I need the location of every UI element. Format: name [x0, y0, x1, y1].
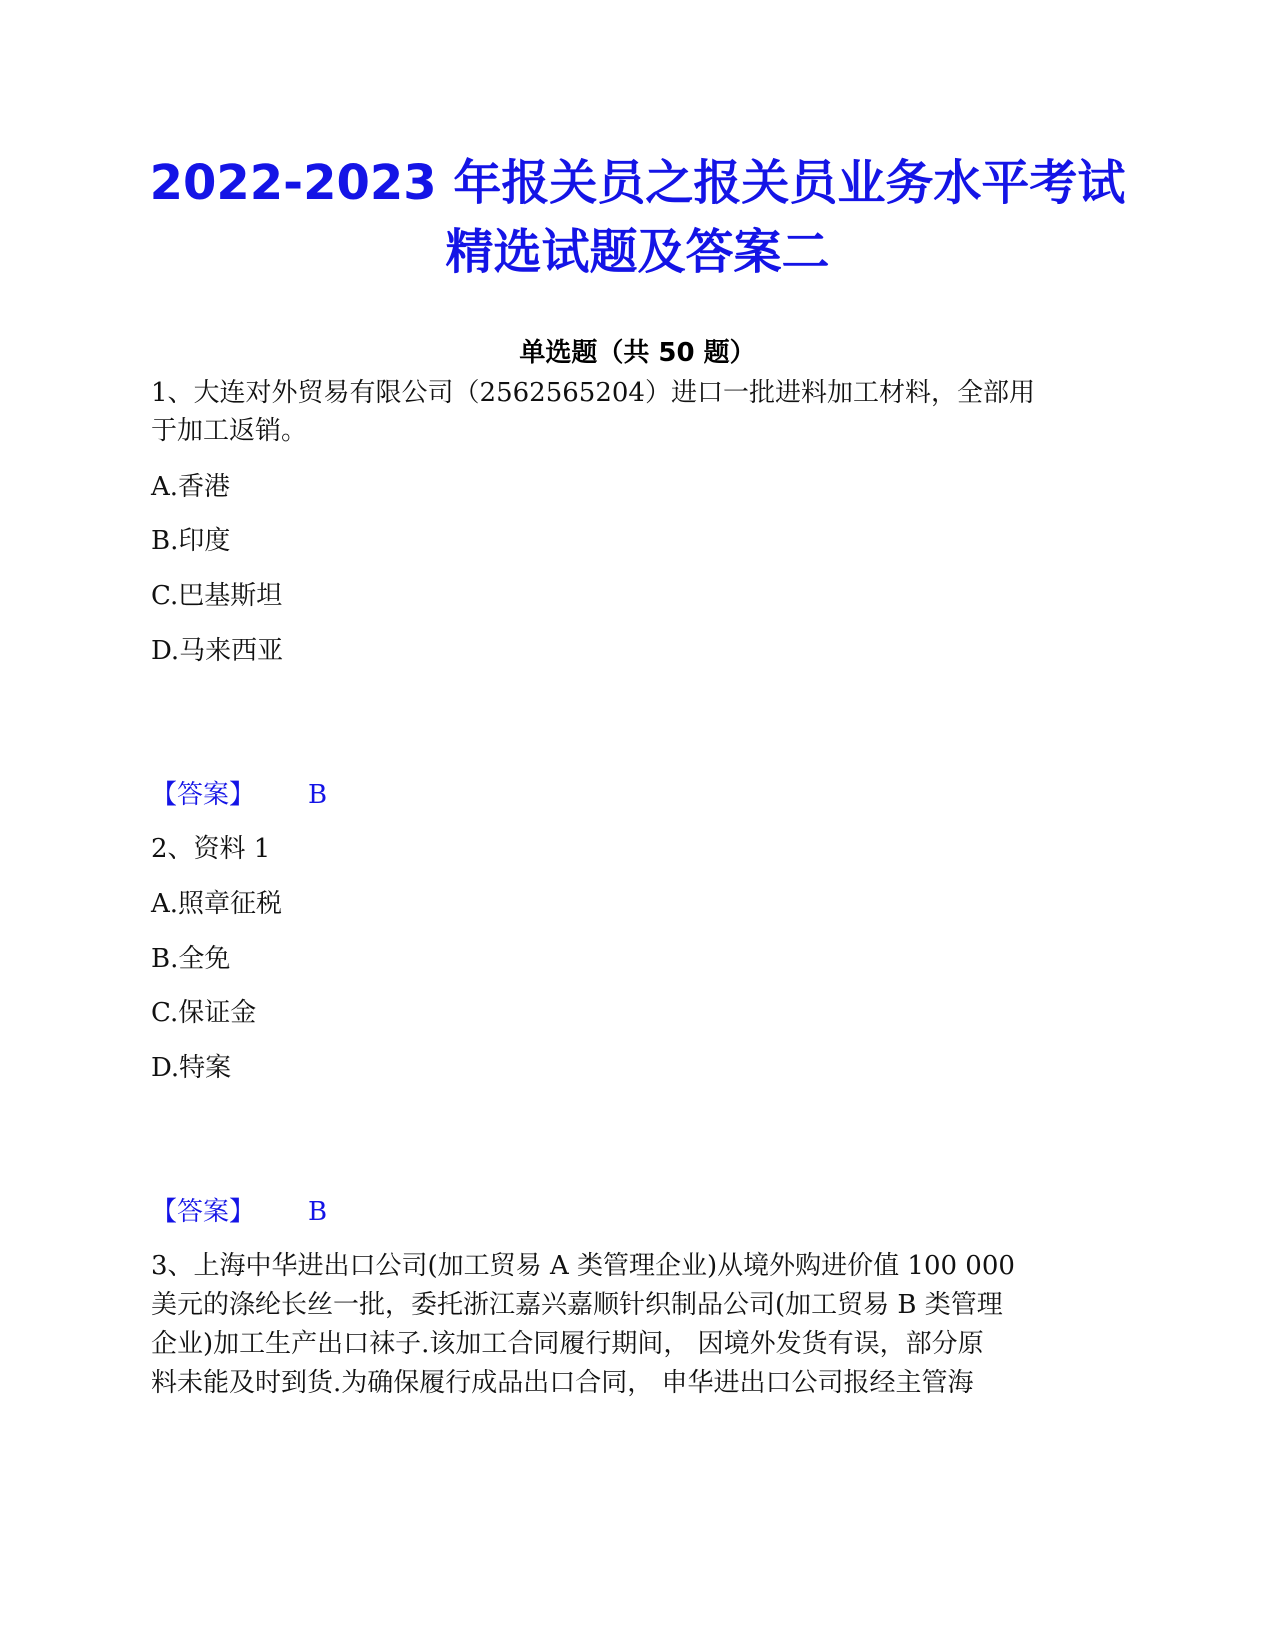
- question-3-text-line-1: 3、上海中华进出口公司(加工贸易 A 类管理企业)从境外购进价值 100 000: [151, 1251, 1015, 1281]
- question-2-option-a: A.照章征税: [151, 889, 283, 919]
- answer-value: B: [308, 780, 328, 810]
- question-3-text-line-3: 企业)加工生产出口袜子.该加工合同履行期间， 因境外发货有误，部分原: [151, 1329, 984, 1359]
- answer-label: 【答案】: [151, 780, 256, 810]
- answer-label: 【答案】: [151, 1197, 256, 1227]
- question-1-answer: [151, 776, 328, 814]
- section-header: 单选题（共 50 题）: [519, 338, 756, 368]
- question-1-option-a: A.香港: [151, 472, 231, 502]
- question-1-option-d: D.马来西亚: [151, 636, 284, 666]
- question-2-answer: [151, 1193, 328, 1231]
- question-1-text-line-1: 1、大连对外贸易有限公司（2562565204）进口一批进料加工材料，全部用: [151, 378, 1035, 408]
- question-1-option-b: B.印度: [151, 526, 231, 556]
- question-2-option-b: B.全免: [151, 944, 231, 974]
- question-3-text-line-2: 美元的涤纶长丝一批，委托浙江嘉兴嘉顺针织制品公司(加工贸易 B 类管理: [151, 1290, 1003, 1320]
- question-2-option-c: C.保证金: [151, 998, 257, 1028]
- question-1-option-c: C.巴基斯坦: [151, 581, 283, 611]
- answer-value: B: [308, 1197, 328, 1227]
- document-title-line-2: 精选试题及答案二: [445, 224, 830, 280]
- document-title-line-1: 2022-2023 年报关员之报关员业务水平考试: [149, 155, 1126, 211]
- question-2-text-line-1: 2、资料 1: [151, 834, 271, 864]
- question-2-option-d: D.特案: [151, 1053, 232, 1083]
- question-1-text-line-2: 于加工返销。: [151, 416, 308, 446]
- question-3-text-line-4: 料未能及时到货.为确保履行成品出口合同， 申华进出口公司报经主管海: [151, 1368, 974, 1398]
